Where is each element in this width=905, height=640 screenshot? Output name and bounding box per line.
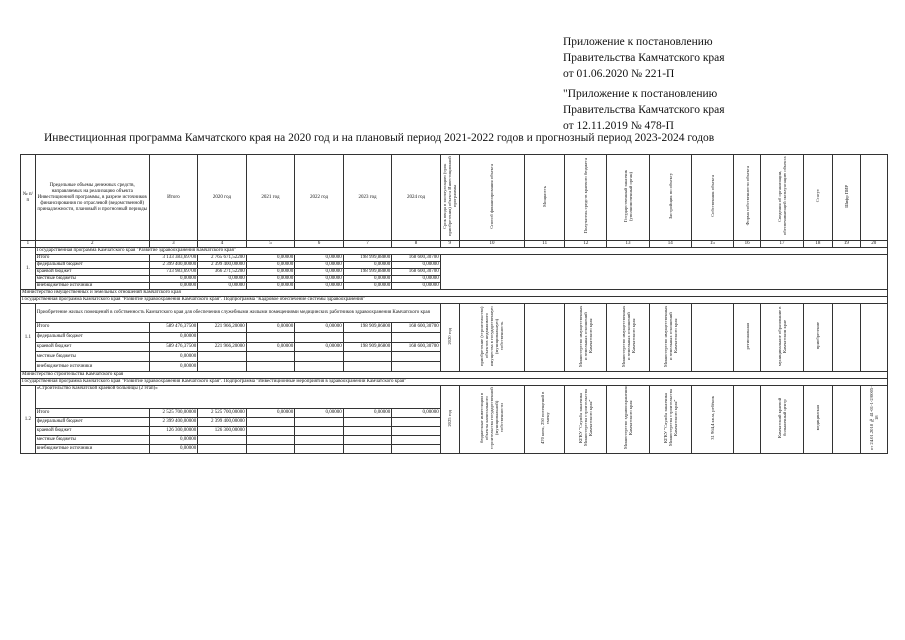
commissioning-year: 2020 год <box>447 327 453 345</box>
col-header: 2021 год <box>246 155 295 241</box>
decree-reference <box>563 34 725 82</box>
table-row: федеральный бюджет 2 399 400,00000 2 399 400,00000 <box>21 418 888 427</box>
col-number: 5 <box>246 241 295 248</box>
developer: КГКУ "Служба заказчика Министерства строительства Камчатского края" <box>662 389 678 447</box>
operator: Камчатский краевой больничный центр <box>776 397 787 439</box>
col-header: Сведения об организации, обеспечивающей эксплуатацию объекта <box>761 155 803 241</box>
program-title: Государственная программа Камчатского края "Развитие здравоохранения Камчатского края". Подпрограмма "Кадровое обеспечение системы здравоохранения" <box>21 297 888 304</box>
col-number: 15 <box>691 241 733 248</box>
table-row: краевой бюджет 733 983,69700 366 271,52200 0,00000 0,00000 198 999,88800 168 600,30700 <box>36 269 439 274</box>
commissioning-year: 2025 год <box>447 409 453 427</box>
col-header: 2020 год <box>198 155 247 241</box>
table-row: внебюджетные источники 0,00000 0,00000 0,00000 0,00000 0,00000 0,00000 <box>36 283 439 288</box>
col-header: Шифр ПИР <box>833 155 860 241</box>
ministry-row <box>21 290 888 297</box>
col-number: 8 <box>392 241 441 248</box>
program-title: Государственная программа Камчатского края "Развитие здравоохранения Камчатского края". Подпрограмма "Инвестиционные мероприятия в здравоохранении Камчатского края" <box>21 379 888 386</box>
table-row: внебюджетные источники 0,00000 <box>21 445 888 454</box>
pir-cipher: от 24.01.2018 № 41-01-1-2/0005-18 <box>868 386 879 450</box>
col-number: 3 <box>149 241 198 248</box>
ministry-row <box>21 372 888 379</box>
object-row <box>21 386 888 409</box>
program-title-row <box>21 297 888 304</box>
col-header: Застройщик по объекту <box>649 155 691 241</box>
col-number: 6 <box>295 241 344 248</box>
table-row: федеральный бюджет 2 399 400,00000 2 399 400,00000 0,00000 0,00000 0,00000 0,00000 <box>36 262 439 267</box>
budget-recipient: Министерство имущественных и земельных отношений Камчатского края <box>578 305 594 367</box>
col-number: 17 <box>761 241 803 248</box>
row-number: 1.1 <box>21 304 36 372</box>
table-row: краевой бюджет 126 300,00000 126 300,00000 <box>21 427 888 436</box>
investment-table <box>20 154 888 454</box>
ownership-form: региональная <box>744 322 750 350</box>
object-row <box>21 304 888 323</box>
operator: муниципальное образование в Камчатском крае <box>776 306 787 366</box>
col-number: 9 <box>440 241 459 248</box>
header-line: Приложение к постановлению <box>563 36 713 48</box>
budget-recipient: КГКУ "Служба заказчика Министерства строительства Камчатского края" <box>578 389 594 447</box>
header-line: Правительства Камчатского края <box>563 52 725 64</box>
original-decree-reference <box>563 86 725 134</box>
col-header: Срок ввода в эксплуатацию (срок приобретения) объекта Инвестиционной программы <box>440 155 459 241</box>
financing-method: приобретение (строительство) объектов недвижимого имущества в государственную (муниципальную) собственность <box>479 306 505 366</box>
col-number: 7 <box>343 241 392 248</box>
table-row: Итого 3 133 383,69700 2 765 671,52200 0,00000 0,00000 198 999,88800 168 600,30700 <box>21 255 888 262</box>
col-number: 11 <box>525 241 565 248</box>
table-row: Итого 2 525 700,00000 2 525 700,00000 0,00000 0,00000 0,00000 0,00000 <box>21 409 888 418</box>
table-row: Итого 589 476,37500 221 966,20000 0,00000 0,00000 198 909,86800 168 600,30700 <box>21 323 888 333</box>
col-number: 14 <box>649 241 691 248</box>
col-number: 20 <box>860 241 887 248</box>
ministry-title: Министерство имущественных и земельных отношений Камчатского края <box>21 290 888 297</box>
col-number: 1 <box>21 241 36 248</box>
col-number: 13 <box>607 241 649 248</box>
col-header: № п/п <box>21 155 36 241</box>
header-line: "Приложение к постановлению <box>563 88 718 100</box>
col-header: Получатель средств краевого бюджета <box>565 155 607 241</box>
col-number: 10 <box>459 241 524 248</box>
col-header: Мощность <box>525 155 565 241</box>
col-number: 16 <box>733 241 760 248</box>
object-name: Приобретение жилых помещений в собственность Камчатского края для обеспечения служебными жилыми помещениями медицинских работников здравоохранения Камчатского края <box>35 304 440 323</box>
col-header: Собственник объекта <box>691 155 733 241</box>
col-number: 12 <box>565 241 607 248</box>
financing-method: бюджетные инвестиции в объекты капитального строительства государственной (муниципальной) собственности <box>479 387 505 449</box>
row-number: 1. <box>21 248 36 290</box>
program-title-row <box>21 379 888 386</box>
table-row: местные бюджеты 0,00000 0,00000 0,00000 0,00000 0,00000 0,00000 <box>36 276 439 281</box>
col-header: Способ финансирования объекта <box>459 155 524 241</box>
table-row: местные бюджеты 0,00000 <box>21 352 888 362</box>
row-number: 1.2 <box>21 386 36 454</box>
document-title: Инвестиционная программа Камчатского края на 2020 год и на плановый период 2021-2022 годов и прогнозный период 2023-2024 годов <box>44 132 715 144</box>
developer: Министерство имущественных и земельных отношений Камчатского края <box>662 305 678 367</box>
state-customer: Министерство здравоохранения Камчатского края <box>623 386 633 450</box>
column-header-row <box>21 155 888 241</box>
status: приобретение <box>815 322 821 350</box>
col-number: 2 <box>35 241 149 248</box>
col-header: Форма собственности объекта <box>733 155 760 241</box>
table-row: краевой бюджет 589 476,37500 221 966,20000 0,00000 0,00000 198 909,86800 168 600,30700 <box>21 342 888 352</box>
col-header: 2023 год <box>343 155 392 241</box>
table-row: местные бюджеты 0,00000 <box>21 436 888 445</box>
col-number: 18 <box>803 241 833 248</box>
col-header: 2024 год <box>392 155 441 241</box>
status: медицинская <box>815 405 821 431</box>
state-customer: Министерство имущественных и земельных отношений Камчатского края <box>620 305 636 367</box>
column-number-row <box>21 241 888 248</box>
col-number: 19 <box>833 241 860 248</box>
col-header: 2022 год <box>295 155 344 241</box>
col-header: Статус <box>803 155 833 241</box>
ownership-form: 31 964,4 кв.м, ребёнок <box>709 396 715 440</box>
col-number: 4 <box>198 241 247 248</box>
program-title: Государственная программа Камчатского края "Развитие здравоохранения Камчатского края" <box>35 248 887 255</box>
program-title-row <box>21 248 888 255</box>
col-header: Государственный заказчик (уполномоченный орган) <box>607 155 649 241</box>
col-header: Итого <box>149 155 198 241</box>
capacity: 470 коек, 250 посещений в смену <box>539 391 550 445</box>
ministry-title: Министерство строительства Камчатского края <box>21 372 888 379</box>
object-name: «Строительство Камчатской краевой больницы (2 этап)» <box>35 386 440 409</box>
col-header <box>860 155 887 241</box>
header-line: Правительства Камчатского края <box>563 104 725 116</box>
table-row: внебюджетные источники 0,00000 <box>21 362 888 372</box>
header-line: от 01.06.2020 № 221-П <box>563 68 675 80</box>
header-line: от 12.11.2019 № 478-П <box>563 120 674 132</box>
col-header: Предельные объемы денежных средств, направляемых на реализацию объекта Инвестиционной программы, в разрезе источников финансирования по отраслевой (ведомственной) принадлежности, плановый и прогнозный периоды <box>35 155 149 241</box>
table-row: федеральный бюджет 0,00000 <box>21 332 888 342</box>
